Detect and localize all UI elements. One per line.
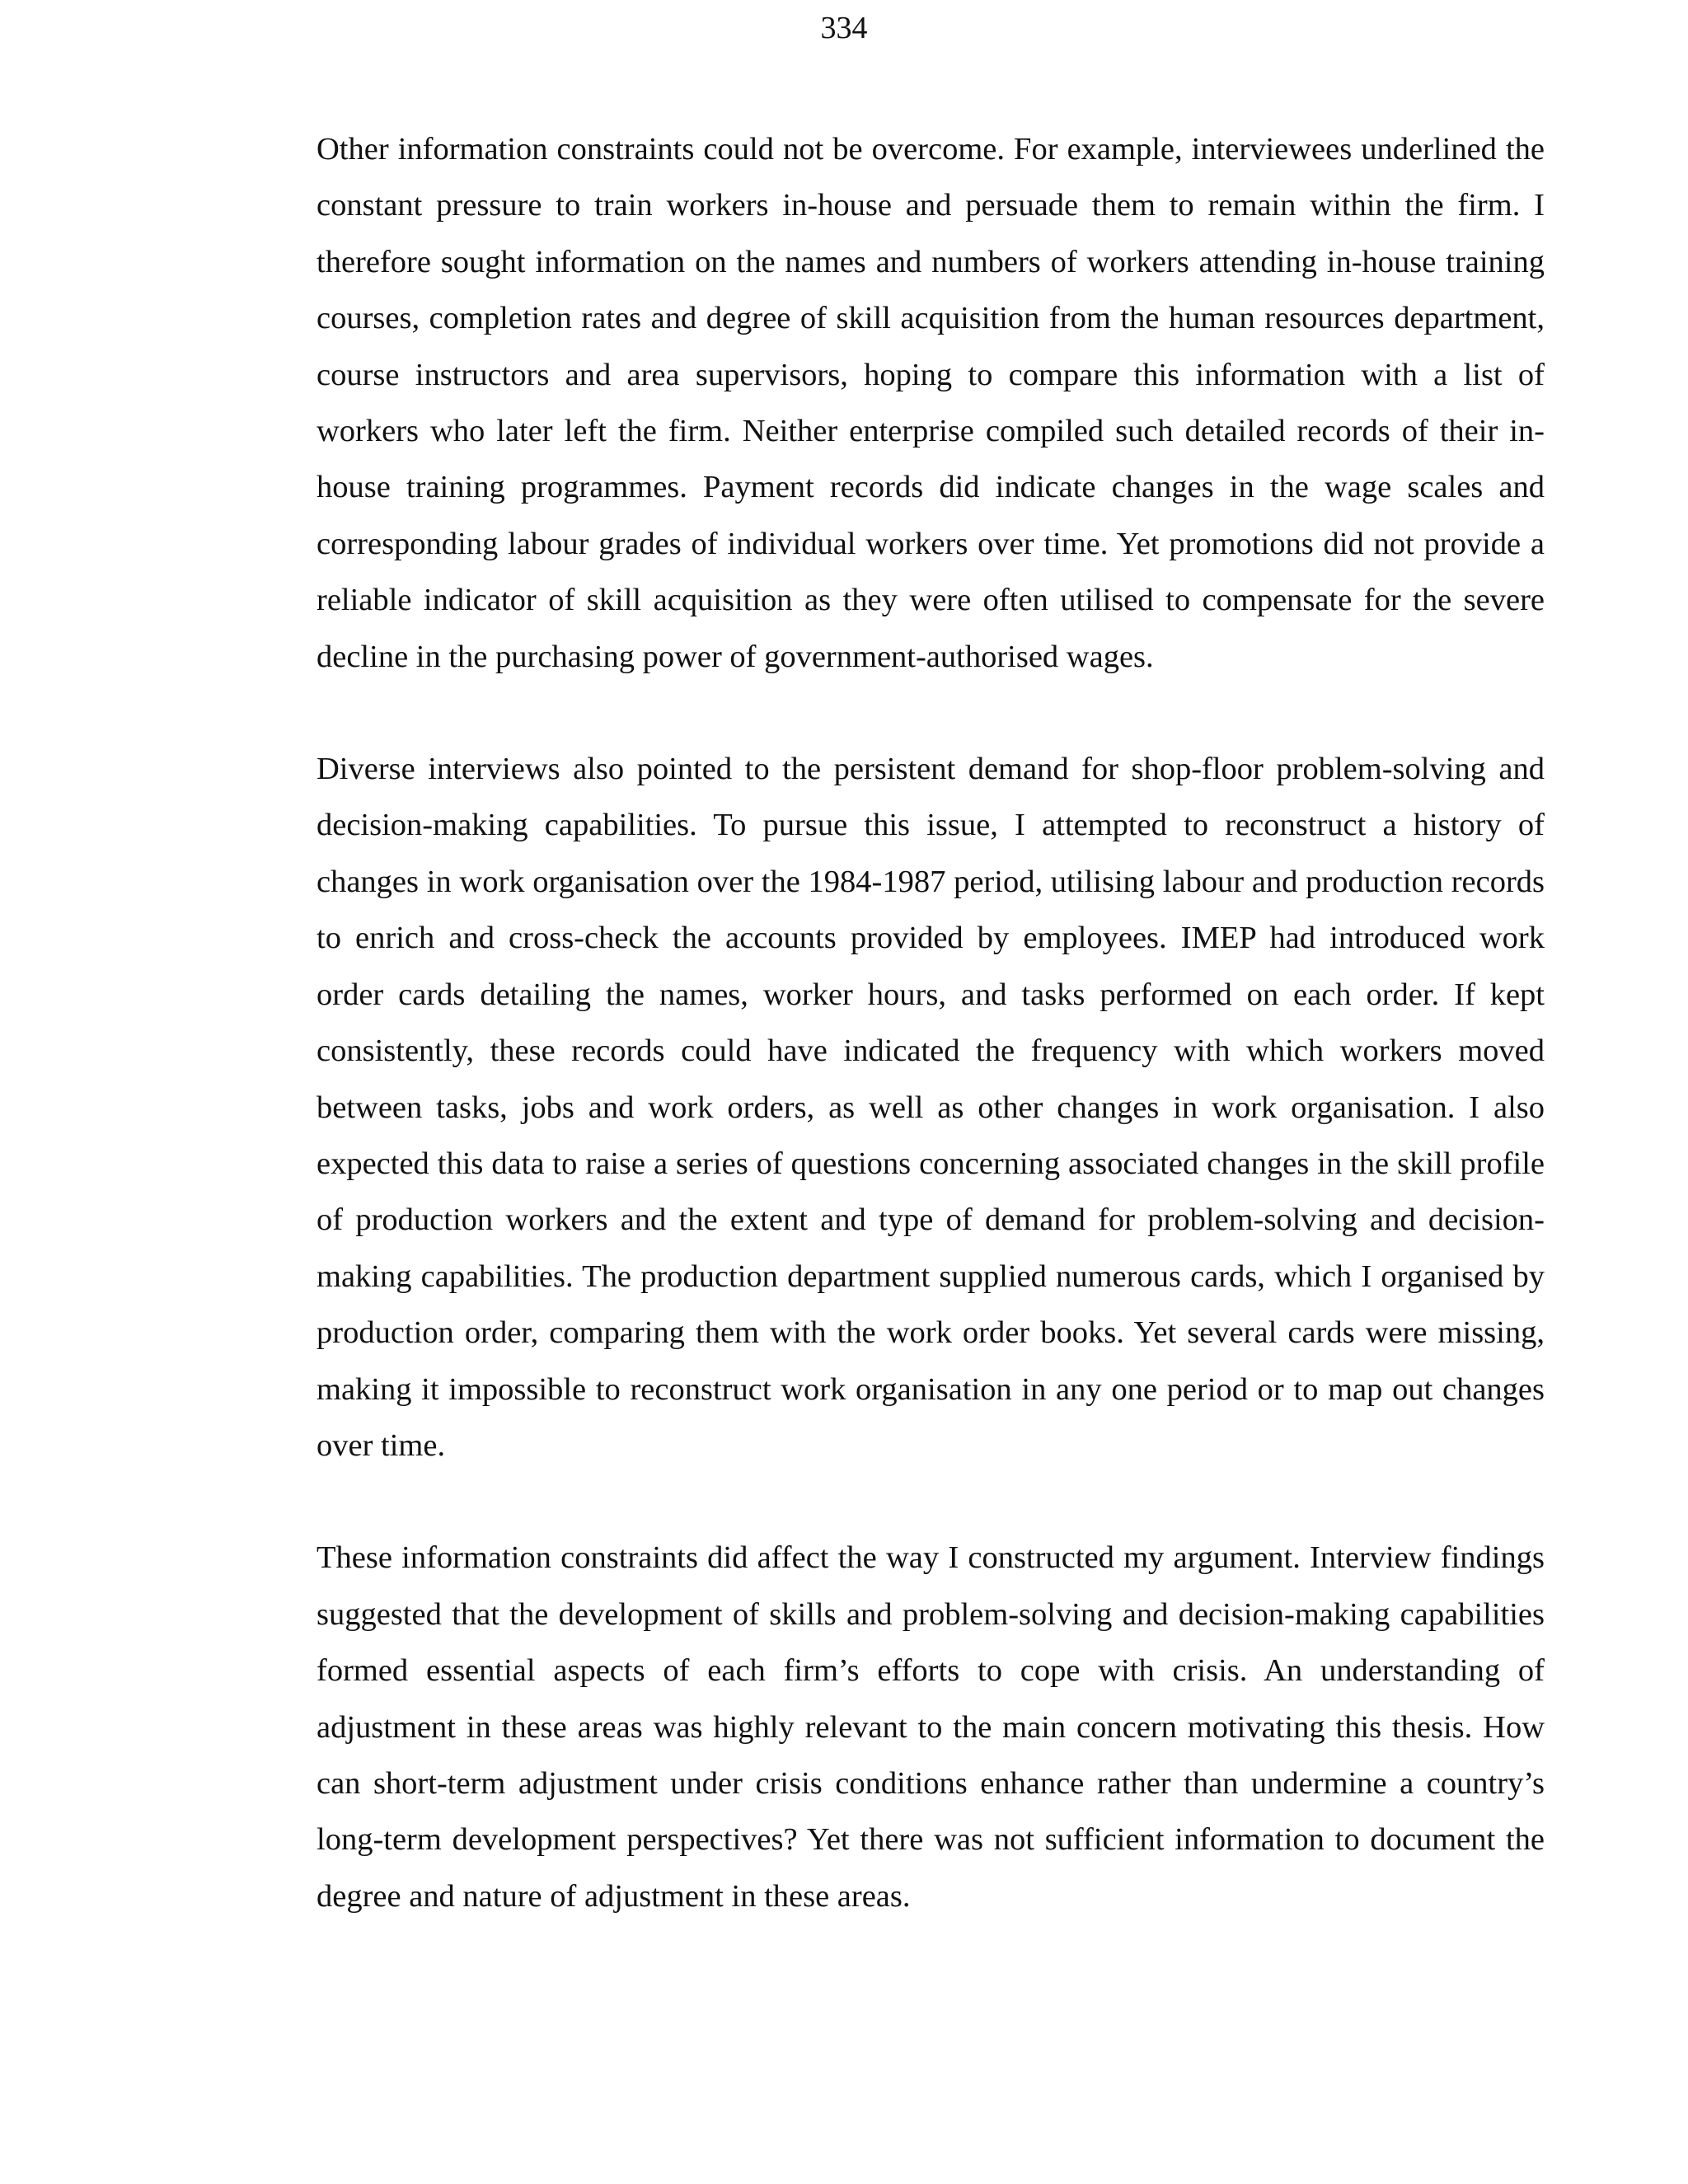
paragraph-information-constraints: Other information constraints could not be overcome. For example, interviewees underlined the constant pressure to train workers in-house and persuade them to remain within the firm. I therefore sought information on the names and numbers of workers attending in-house training courses, completion rates and degree of skill acquisition from the human resources department, course instructors and area supervisors, hoping to compare this information with a list of workers who later left the firm. Neither enterprise compiled such detailed records of their in-house training programmes. Payment records did indicate changes in the wage scales and corresponding labour grades of individual workers over time. Yet promotions did not provide a reliable indicator of skill acquisition as they were often utilised to compensate for the severe decline in the purchasing power of government-authorised wages. — [316, 132, 1545, 674]
paragraph-work-organisation: Diverse interviews also pointed to the persistent demand for shop-floor problem-solving and decision-making capabilities. To pursue this issue, I attempted to reconstruct a history of changes in work organisation over the 1984-1987 period, utilising labour and production records to enrich and cross-check the accounts provided by employees. IMEP had introduced work order cards detailing the names, worker hours, and tasks performed on each order. If kept consistently, these records could have indicated the frequency with which workers moved between tasks, jobs and work orders, as well as other changes in work organisation. I also expected this data to raise a series of questions concerning associated changes in the skill profile of production workers and the extent and type of demand for problem-solving and decision-making capabilities. The production department supplied numerous cards, which I organised by production order, comparing them with the work order books. Yet several cards were missing, making it impossible to reconstruct work organisation in any one period or to map out changes over time. — [316, 752, 1545, 1463]
page-number-text: 334 — [820, 11, 868, 45]
document-body — [316, 121, 1545, 1980]
paragraph-argument-construction: These information constraints did affect the way I constructed my argument. Interview findings suggested that the development of skills and problem-solving and decision-making capabilities formed essential aspects of each firm’s efforts to cope with crisis. An understanding of adjustment in these areas was highly relevant to the main concern motivating this thesis. How can short-term adjustment under crisis conditions enhance rather than undermine a country’s long-term development perspectives? Yet there was not sufficient information to document the degree and nature of adjustment in these areas. — [316, 1540, 1545, 1914]
page-number — [0, 11, 1688, 63]
